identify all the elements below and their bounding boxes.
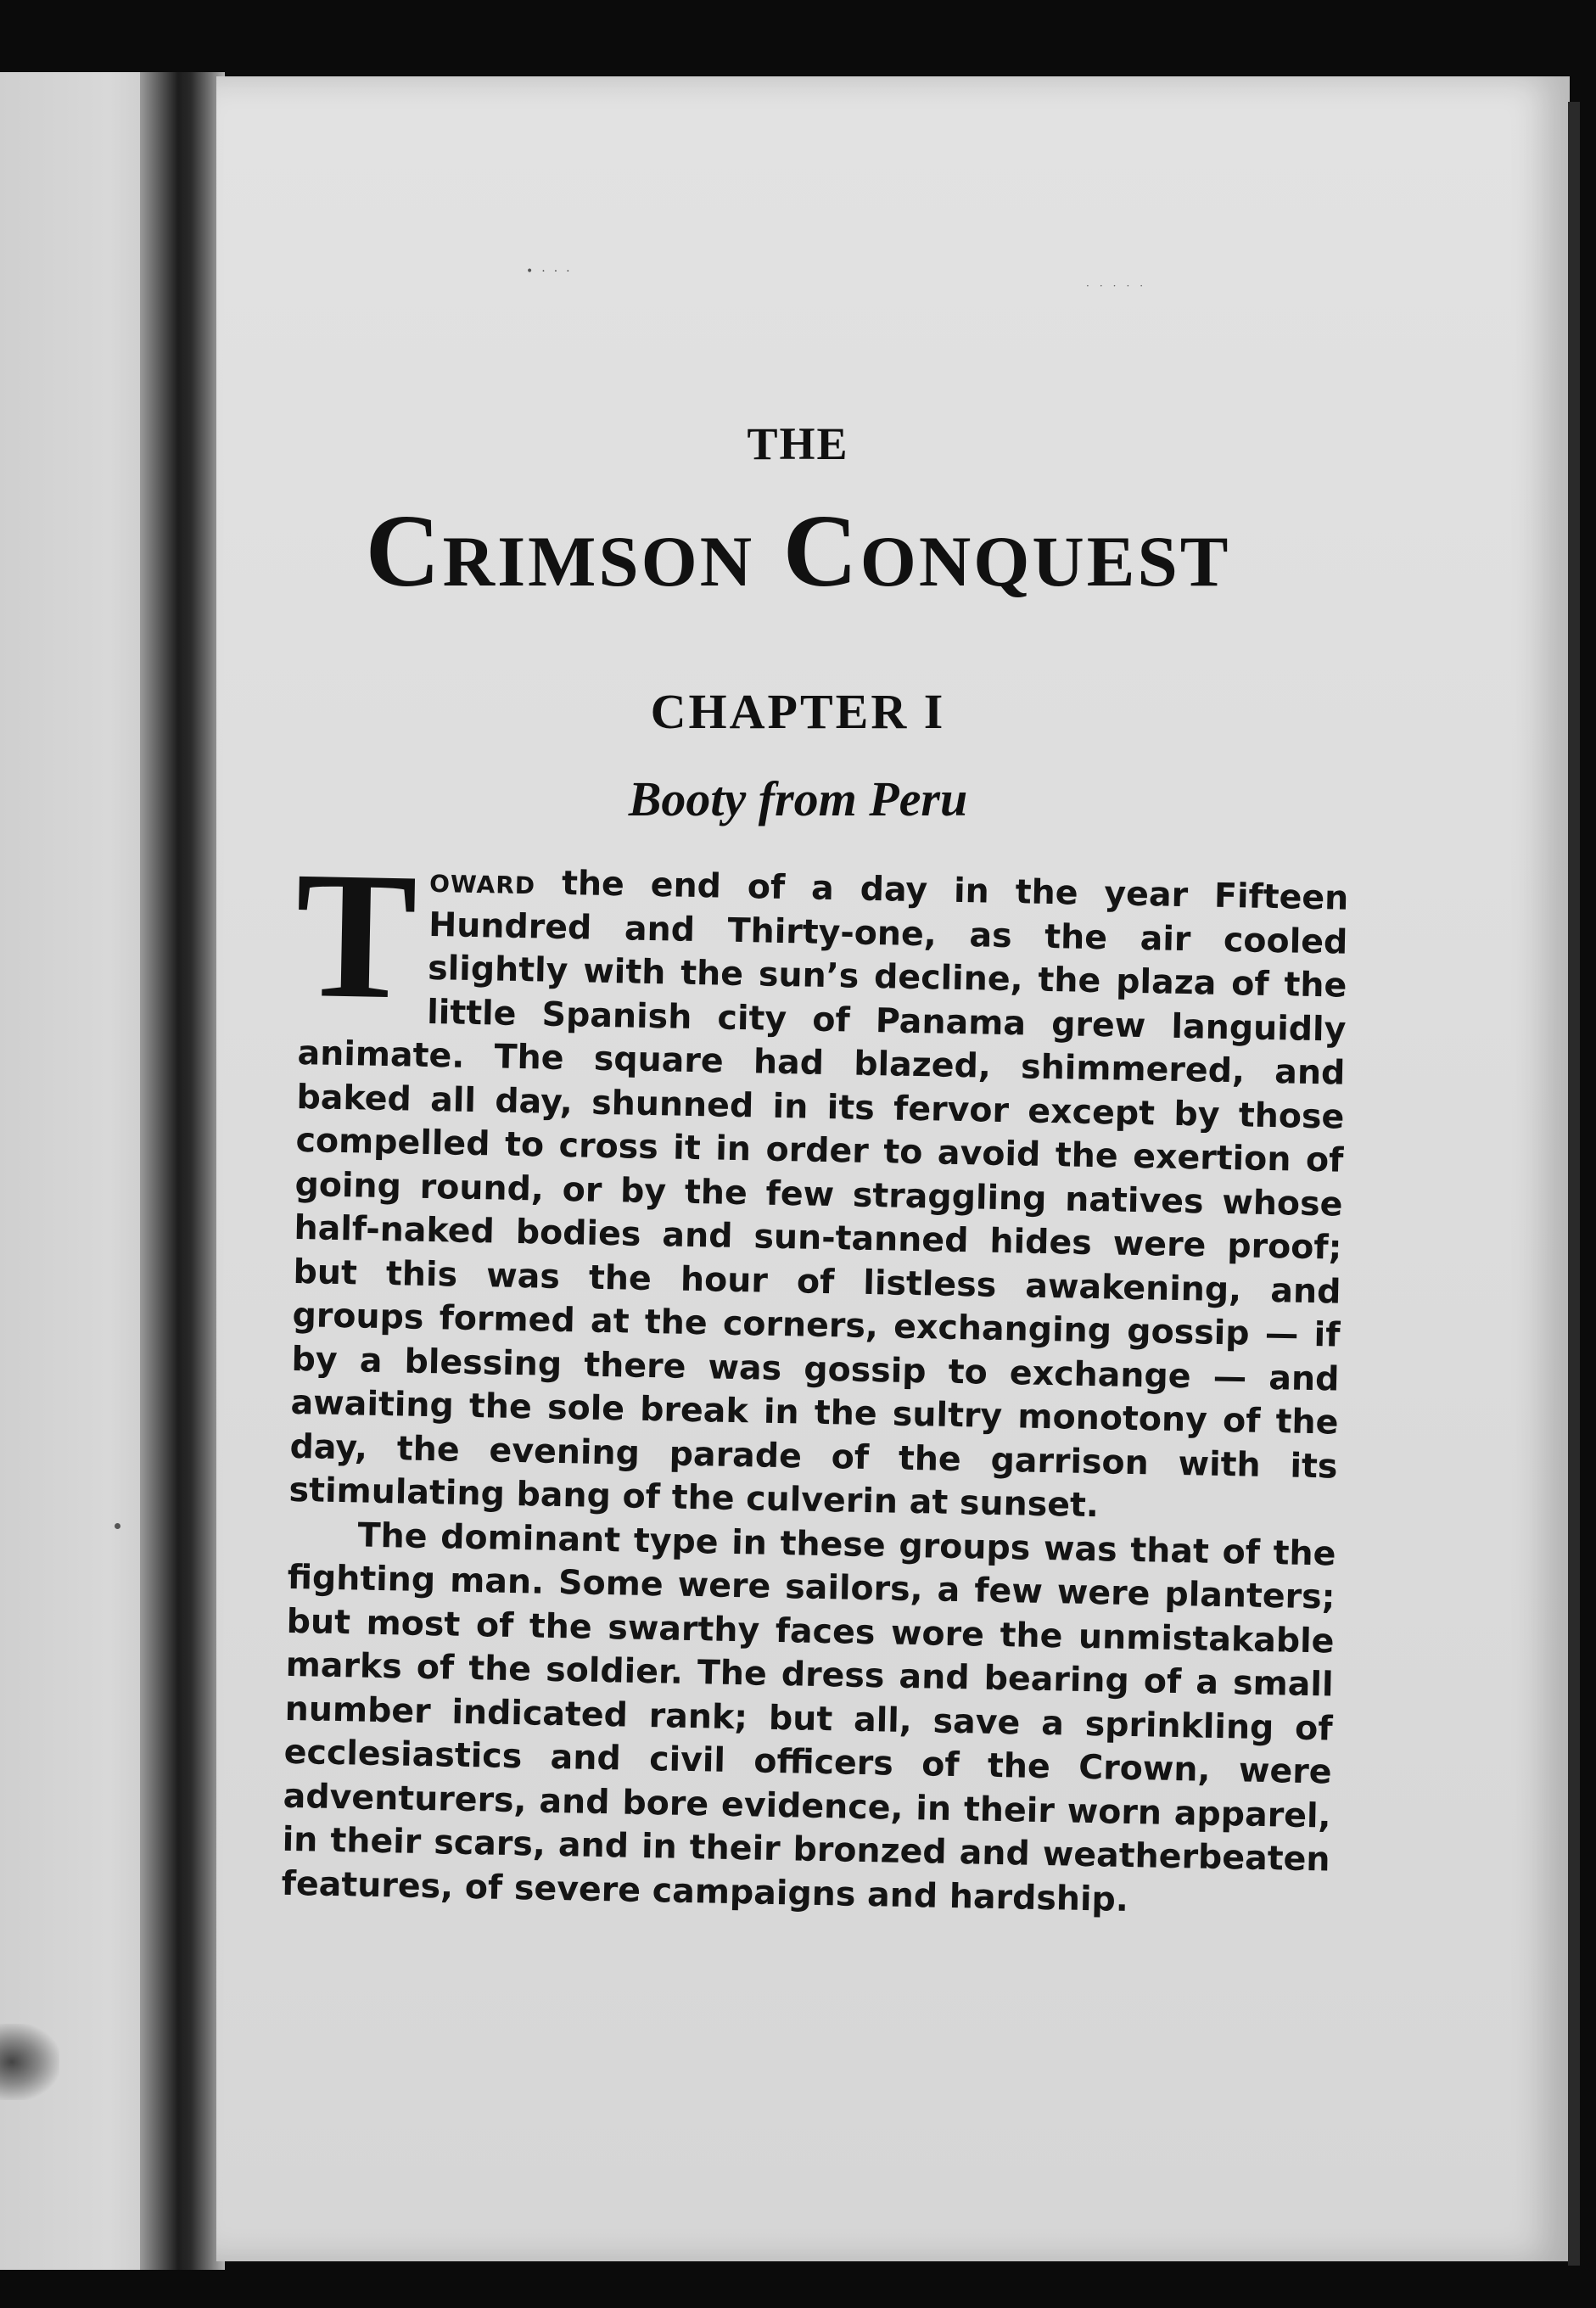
book-spine <box>140 72 225 2270</box>
book-title: Crimson Conquest <box>365 494 1231 608</box>
ink-smudge <box>0 2024 59 2100</box>
paragraph-1 <box>288 833 1349 1532</box>
paragraph-1-text: the end of a day in the year Fifteen Hundred and Thirty-one, as the air cooled slightly with the sun’s decline, the plaza of the little Spanish city of Panama grew languidly animate. The square had blazed, shimmered, and baked all day, shunned in its fervor except by those compelled to cross it in order to avoid the exertion of going round, or by the few straggling natives whose half-naked bodies and sun-tanned hides were proof; but this was the hour of listless awakening, and groups formed at the corners, exchanging gossip — if by a blessing there was gossip to exchange — and awaiting the sole break in the sultry monotony of the day, the evening parade of the garrison with its stimulating bang of the culverin at sunset. <box>288 863 1349 1526</box>
paragraph-2: The dominant type in these groups was that of the fighting man. Some were sailors, a few were planters; but most of the swarthy faces wore the unmistakable marks of the soldier. The dress and bearing of a small number indicated rank; but all, save a sprinkling of ecclesiastics and civil officers of the Crown, were adventurers, and bore evidence, in their worn apparel, in their scars, and in their bronzed and weatherbeaten features, of severe campaigns and hardship. <box>281 1515 1336 1919</box>
drop-cap: T <box>293 833 419 1038</box>
chapter-title: Booty from Peru <box>628 771 968 826</box>
chapter-heading: CHAPTER I <box>650 684 946 739</box>
title-prefix: THE <box>747 418 849 469</box>
page-specks: ····· <box>1086 280 1154 292</box>
stray-mark <box>115 1523 120 1529</box>
opening-word: oward <box>428 860 536 903</box>
chapter-body <box>281 833 1349 1925</box>
page-specks: •··· <box>526 265 579 278</box>
